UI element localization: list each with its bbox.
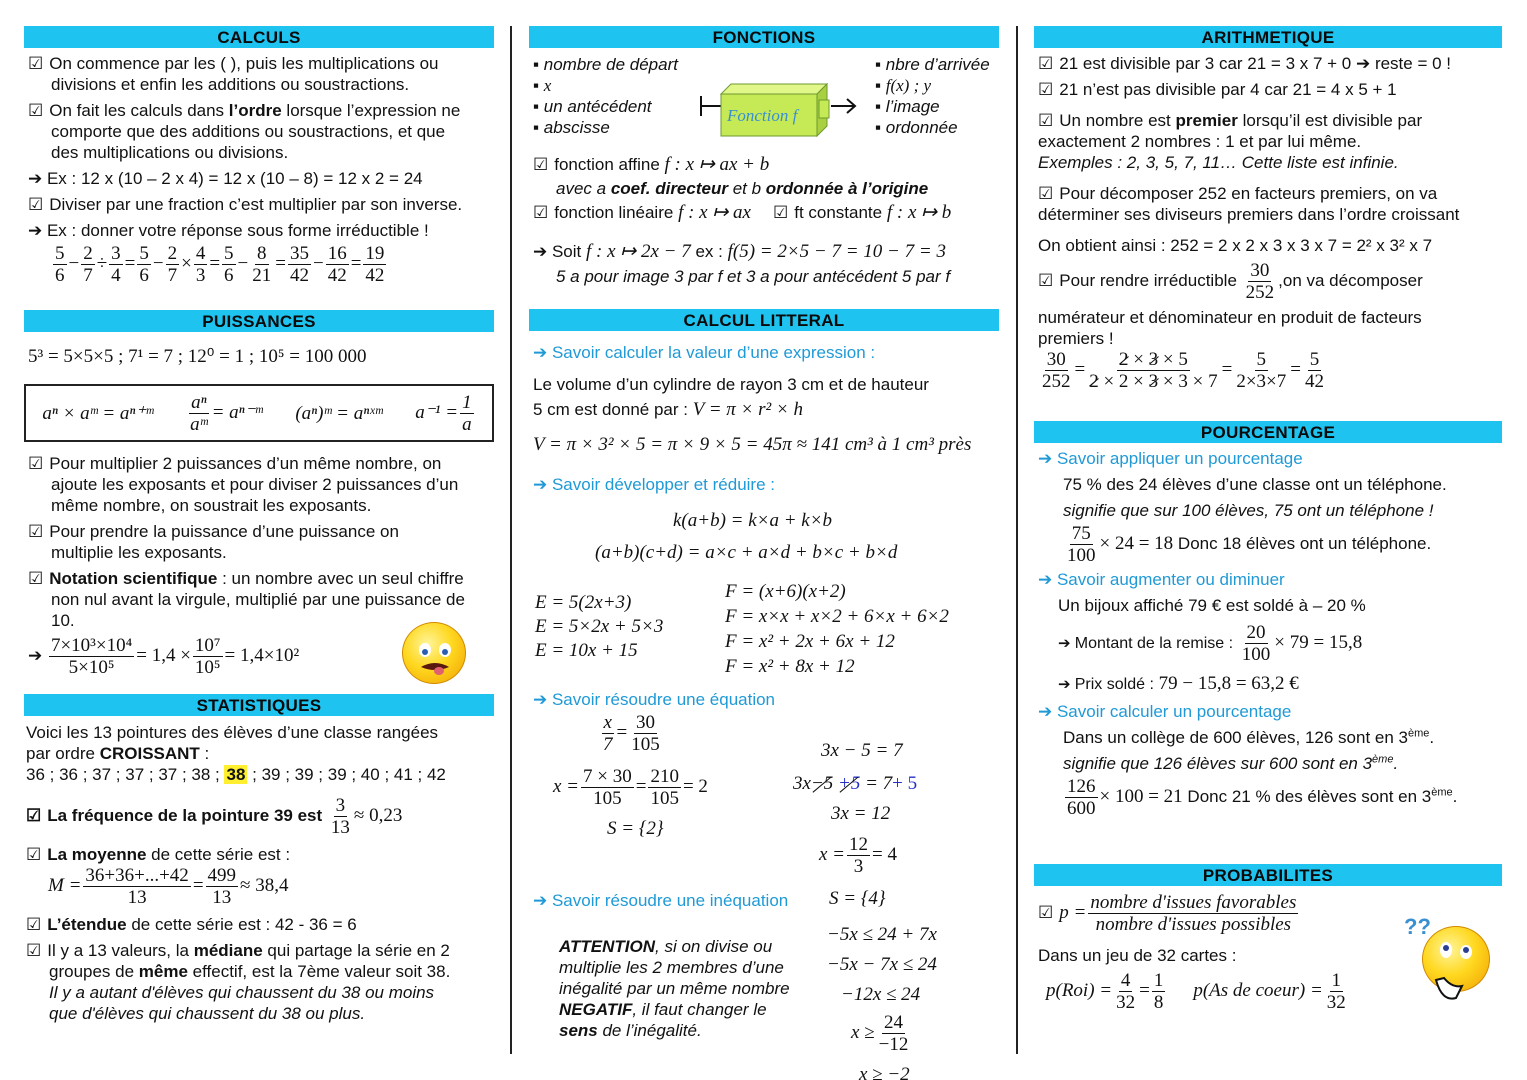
arrow-icon: ➔ <box>28 645 47 665</box>
column-right <box>1034 26 1502 1013</box>
fraction-chain: $\frac{5}{6}$ − $\frac{2}{7}$ ÷ $\frac{3}{4}$ = $\frac{5}{6}$ − $\frac{2}{7}$ × $\frac{4}{3}$ = $\frac{5}{6}$ − $\frac{8}{21}$ = $\frac{35}{42}$ − $\frac{16}{42}$ = $\frac{19}{42}$ <box>55 243 385 286</box>
function-machine-diagram <box>699 82 859 138</box>
question-marks-icon: ?? <box>1404 914 1431 939</box>
function-box-label: Fonction f <box>727 106 798 125</box>
inequation-steps: −5x ≤ 24 + 7x −5x − 7x ≤ 24 −12x ≤ 24 <box>827 924 937 1005</box>
function-example: ➔ Soit f : x ↦ 2x − 7 ex : f(5) = 2×5 − 7 = 10 − 7 = 3 <box>533 241 946 262</box>
power-rules-box: aⁿ × aᵐ = aⁿ⁺ᵐ $\frac{\text{aⁿ}}{\text{aᵐ}}$ = aⁿ⁻ᵐ (aⁿ)ᵐ = aⁿˣᵐ a⁻¹ = $\frac{1}{a}$ <box>24 384 494 442</box>
section-header-fonctions: FONCTIONS <box>529 26 999 48</box>
calculs-section: ☑ On commence par les ( ), puis les multiplications ou divisions et enfin les additions ou soustractions. ☑ On fait les calculs dans l’ordre lorsque l’expression ne comporte que des additions ou soustractions, et que des multiplications ou divisions. ➔ Ex : 12 x (10 – 2 x 4) = 12 x (10 – 8) = 12 x 2 = 24 ☑ Diviser par une fraction c’est multiplier par son inverse. ➔ Ex : donner votre réponse sous forme irréductible ! $\frac{5}{6}$ − $\frac{2}{7}$ ÷ $\frac{3}{4}$ = $\frac{5}{6}$ − $\frac{2}{7}$ × $\frac{4}{3}$ = $\frac{5}{6}$ − $\frac{8}{21}$ = $\frac{35}{42}$ − $\frac{16}{42}$ = $\frac{19}{42}$ <box>24 53 494 286</box>
thinking-smiley-icon <box>1404 916 1494 1006</box>
column-divider-2 <box>1016 26 1018 1054</box>
calculs-rule-order: ☑ On commence par les ( ), puis les multiplications ou <box>28 53 494 74</box>
arrow-icon: ➔ <box>28 169 47 188</box>
expression-e-steps: E = 5(2x+3) E = 5×2x + 5×3 E = 10x + 15 <box>535 592 664 661</box>
expression-f-steps: F = (x+6)(x+2) F = x×x + x×2 + 6×x + 6×2 F = x² + 2x + 6x + 12 F = x² + 8x + 12 <box>725 581 949 677</box>
function-types: ☑ fonction affine f : x ↦ ax + b avec a coef. directeur et b ordonnée à l’origine ☑ fonction linéaire f : x ↦ ax ☑ ft constante f : x ↦ b ➔ Soit f : x ↦ 2x − 7 ex : f(5) = 2×5 − 7 = 10 − 7 = 3 5 a pour image 3 par f et 3 a pour antécédent 5 par f <box>533 154 999 287</box>
shoe-sizes-list: 36 ; 36 ; 37 ; 37 ; 37 ; 38 ; 38 ; 39 ; 39 ; 39 ; 40 ; 41 ; 42 <box>26 765 446 784</box>
subheading-expression-value: ➔ Savoir calculer la valeur d’une expression : <box>533 343 876 362</box>
range-rule: ☑ L’étendue de cette série est : 42 - 36 = 6 <box>26 914 494 935</box>
section-header-calcul-litteral: CALCUL LITTERAL <box>529 309 999 331</box>
powers-examples: 5³ = 5×5×5 ; 7¹ = 7 ; 12⁰ = 1 ; 10⁵ = 100 000 <box>28 346 367 367</box>
calculs-rule-sequential: ☑ On fait les calculs dans l’ordre lorsque l’expression ne <box>28 100 494 121</box>
irreducible-fraction-chain: $\frac{30}{252}$ = $\frac{2 \times 3 \times 5}{2 \times 2 \times 3 \times 3 \times 7}$ = $\frac{5}{2\times 3\times 7}$ = $\frac{5}{42}$ <box>1042 349 1324 392</box>
arithmetique-section: ☑ 21 est divisible par 3 car 21 = 3 x 7 + 0 ➔ reste = 0 ! ☑ 21 n’est pas divisible par 4 car 21 = 4 x 5 + 1 ☑ Un nombre est premier lorsqu’il est divisible par exactement 2 nombres : 1 et par lui même. Exemples : 2, 3, 5, 7, 11… Cette liste est infinie. ☑ Pour décomposer 252 en facteurs premiers, on va déterminer ses diviseurs premiers dans l’ordre croissant On obtient ainsi : 252 = 2 x 2 x 3 x 3 x 7 = 2² x 3² x 7 ☑ Pour rendre irréductible $\frac{30}{252}$ ,on va décomposer numérateur et dénominateur en produit de facteurs premiers ! $\frac{30}{252}$ = $\frac{2 \times 3 \times 5}{2 \times 2 \times 3 \times 3 \times 7}$ = $\frac{5}{2\times 3\times 7}$ = $\frac{5}{42}$ <box>1034 53 1502 392</box>
section-header-pourcentage: POURCENTAGE <box>1034 421 1502 443</box>
subheading-inequation: ➔ Savoir résoudre une inéquation <box>533 891 789 910</box>
equation-2-step: 3x−5 +5 = 7+ 5 <box>793 773 918 794</box>
mean-rule: ☑ La moyenne de cette série est : <box>26 844 494 865</box>
cylinder-volume-calculation: V = π × 3² × 5 = π × 9 × 5 = 45π ≈ 141 cm³ à 1 cm³ près <box>533 434 972 455</box>
section-header-calculs: CALCULS <box>24 26 494 48</box>
section-header-puissances: PUISSANCES <box>24 310 494 332</box>
attention-note: ATTENTION, si on divise ou multiplie les 2 membres d’une inégalité par un même nombre NEGATIF, il faut changer le sens de l’inégalité. <box>559 937 790 1040</box>
calculs-example-2: ➔ Ex : donner votre réponse sous forme irréductible ! <box>28 221 429 240</box>
subheading-calculate-percentage: ➔ Savoir calculer un pourcentage <box>1038 702 1292 721</box>
column-middle: FONCTIONS ▪ nombre de départ ▪ x ▪ un antécédent ▪ abscisse Fonction f ▪ nbre d’arrivée ▪ f(x) ; y ▪ l’image ▪ ordonnée ☑ fonction affine f : x ↦ ax + b avec a coef. directeur et b ordonnée à l’origine ☑ fonction linéaire f : x ↦ ax ☑ ft constante f : x ↦ b ➔ Soit f : x ↦ 2x − 7 ex : f(5) = 2×5 − 7 = 10 − 7 = 3 5 a pour image 3 par f et 3 a pour antécédent 5 par f CALCUL LITTERAL ➔ Savoir calculer la valeur d’une expression : Le volume d’un cylindre de rayon 3 cm et de hauteur 5 cm est donné par : V = π × r² × h V = π × 3² × 5 = π × 9 × 5 = 45π ≈ 141 cm³ à 1 cm³ près ➔ Savoir développer et réduire : k(a+b) = k×a + k×b (a+b)(c+d) = a×c + a×d + b×c + b×d E = 5(2x+3) E = 5×2x + 5×3 E = 10x + 15 F = (x+6)(x+2) F = x×x + x×2 + 6×x + 6×2 F = x² + 2x + 6x + 12 F = x² + 8x + 12 ➔ Savoir résoudre une équation $\frac{x}{7}$ = $\frac{30}{105}$ x = $\frac{7 \times 30}{105}$ = $\frac{210}{105}$ = 2 S = {2} 3x − 5 = 7 3x−5 +5 = 7+ 5 3x = 12 x = $\frac{12}{3}$ = 4 S = {4} ➔ Savoir résoudre une inéquation −5x ≤ 24 + 7x −5x − 7x ≤ 24 −12x ≤ 24 x ≥ $\frac{24}{-12}$ x ≥ −2 ATTENTION, si on divise ou multiplie les 2 membres d’une inégalité par un même nombre NEGATIF, il faut changer le sens de l’inégalité. <box>529 26 999 48</box>
statistiques-section: Voici les 13 pointures des élèves d’une classe rangées par ordre CROISSANT : 36 ; 36 ; 37 ; 37 ; 37 ; 38 ; 38 ; 39 ; 39 ; 39 ; 40 ; 41 ; 42 ☑ La fréquence de la pointure 39 est $\frac{3}{13}$ ≈ 0,23 ☑ La moyenne de cette série est : M = $\frac{36+36+...+42}{13}$ = $\frac{499}{13}$ ≈ 38,4 ☑ L’étendue de cette série est : 42 - 36 = 6 ☑ Il y a 13 valeurs, la médiane qui partage la série en 2 groupes de même effectif, est la 7ème valeur soit 38. Il y a autant d'élèves qui chaussent du 38 ou moins que d'élèves qui chaussent du 38 ou plus. <box>26 722 494 1024</box>
probabilites-section: ☑ p = $\frac{\text{nombre d'issues favorables}}{\text{nombre d'issues possibles}}$ Dans un jeu de 32 cartes : p(Roi) = $\frac{4}{32}$ = $\frac{1}{8}$ p(As de coeur) = $\frac{1}{32}$ <box>1038 892 1502 1013</box>
mean-formula: M = $\frac{36+36+...+42}{13}$ = $\frac{499}{13}$ ≈ 38,4 <box>48 865 289 908</box>
worried-smiley-icon <box>402 622 466 684</box>
arrow-icon: ➔ <box>533 242 552 261</box>
section-header-arithmetique: ARITHMETIQUE <box>1034 26 1502 48</box>
equation-1: $\frac{x}{7}$ = $\frac{30}{105}$ <box>603 712 660 755</box>
function-output-terms: ▪ nbre d’arrivée ▪ f(x) ; y ▪ l’image ▪ ordonnée <box>875 55 990 137</box>
scientific-notation-example: ➔ $\frac{\text{7×10³×10⁴}}{\text{5×10⁵}}$ = 1,4 × $\frac{\text{10⁷}}{\text{10⁵}}$ = 1,4×10² <box>28 635 300 678</box>
median-highlight: 38 <box>226 765 246 784</box>
subheading-develop: ➔ Savoir développer et réduire : <box>533 475 775 494</box>
subheading-apply-percentage: ➔ Savoir appliquer un pourcentage <box>1038 449 1303 468</box>
subheading-equation: ➔ Savoir résoudre une équation <box>533 690 776 709</box>
section-header-statistiques: STATISTIQUES <box>24 694 494 716</box>
function-input-terms: ▪ nombre de départ ▪ x ▪ un antécédent ▪ abscisse <box>533 55 678 137</box>
arrow-icon: ➔ <box>28 221 47 240</box>
median-rule: ☑ Il y a 13 valeurs, la médiane qui partage la série en 2 <box>26 940 494 961</box>
column-left <box>24 26 494 1023</box>
puissances-rules: ☑ Pour multiplier 2 puissances d’un même nombre, on ajoute les exposants et pour diviser 2 puissances d’un même nombre, on soustrait les exposants. ☑ Pour prendre la puissance d’une puissance on multiplie les exposants. ☑ Notation scientifique : un nombre avec un seul chiffre non nul avant la virgule, multiplié par une puissance de 10. ➔ $\frac{\text{7×10³×10⁴}}{\text{5×10⁵}}$ = 1,4 × $\frac{\text{10⁷}}{\text{10⁵}}$ = 1,4×10² <box>28 453 494 678</box>
calculs-example-1: ➔ Ex : 12 x (10 – 2 x 4) = 12 x (10 – 8) = 12 x 2 = 24 <box>28 169 423 188</box>
frequency-rule: ☑ La fréquence de la pointure 39 est $\frac{3}{13}$ ≈ 0,23 <box>26 795 494 838</box>
column-divider-1 <box>510 26 512 1054</box>
subheading-increase-decrease: ➔ Savoir augmenter ou diminuer <box>1038 570 1285 589</box>
pourcentage-section: ➔ Savoir appliquer un pourcentage 75 % des 24 élèves d’une classe ont un téléphone. signifie que sur 100 élèves, 75 ont un téléphone ! $\frac{75}{100}$ × 24 = 18 Donc 18 élèves ont un téléphone. ➔ Savoir augmenter ou diminuer Un bijoux affiché 79 € est soldé à – 20 % ➔ Montant de la remise : $\frac{20}{100}$ × 79 = 15,8 ➔ Prix soldé : 79 − 15,8 = 63,2 € ➔ Savoir calculer un pourcentage Dans un collège de 600 élèves, 126 sont en 3ème. signifie que 126 élèves sur 600 sont en 3ème. $\frac{126}{600}$ × 100 = 21 Donc 21 % des élèves sont en 3ème. <box>1038 448 1502 819</box>
section-header-probabilites: PROBABILITES <box>1034 864 1502 886</box>
calculs-rule-division: ☑ Diviser par une fraction c’est multiplier par son inverse. <box>28 194 494 215</box>
